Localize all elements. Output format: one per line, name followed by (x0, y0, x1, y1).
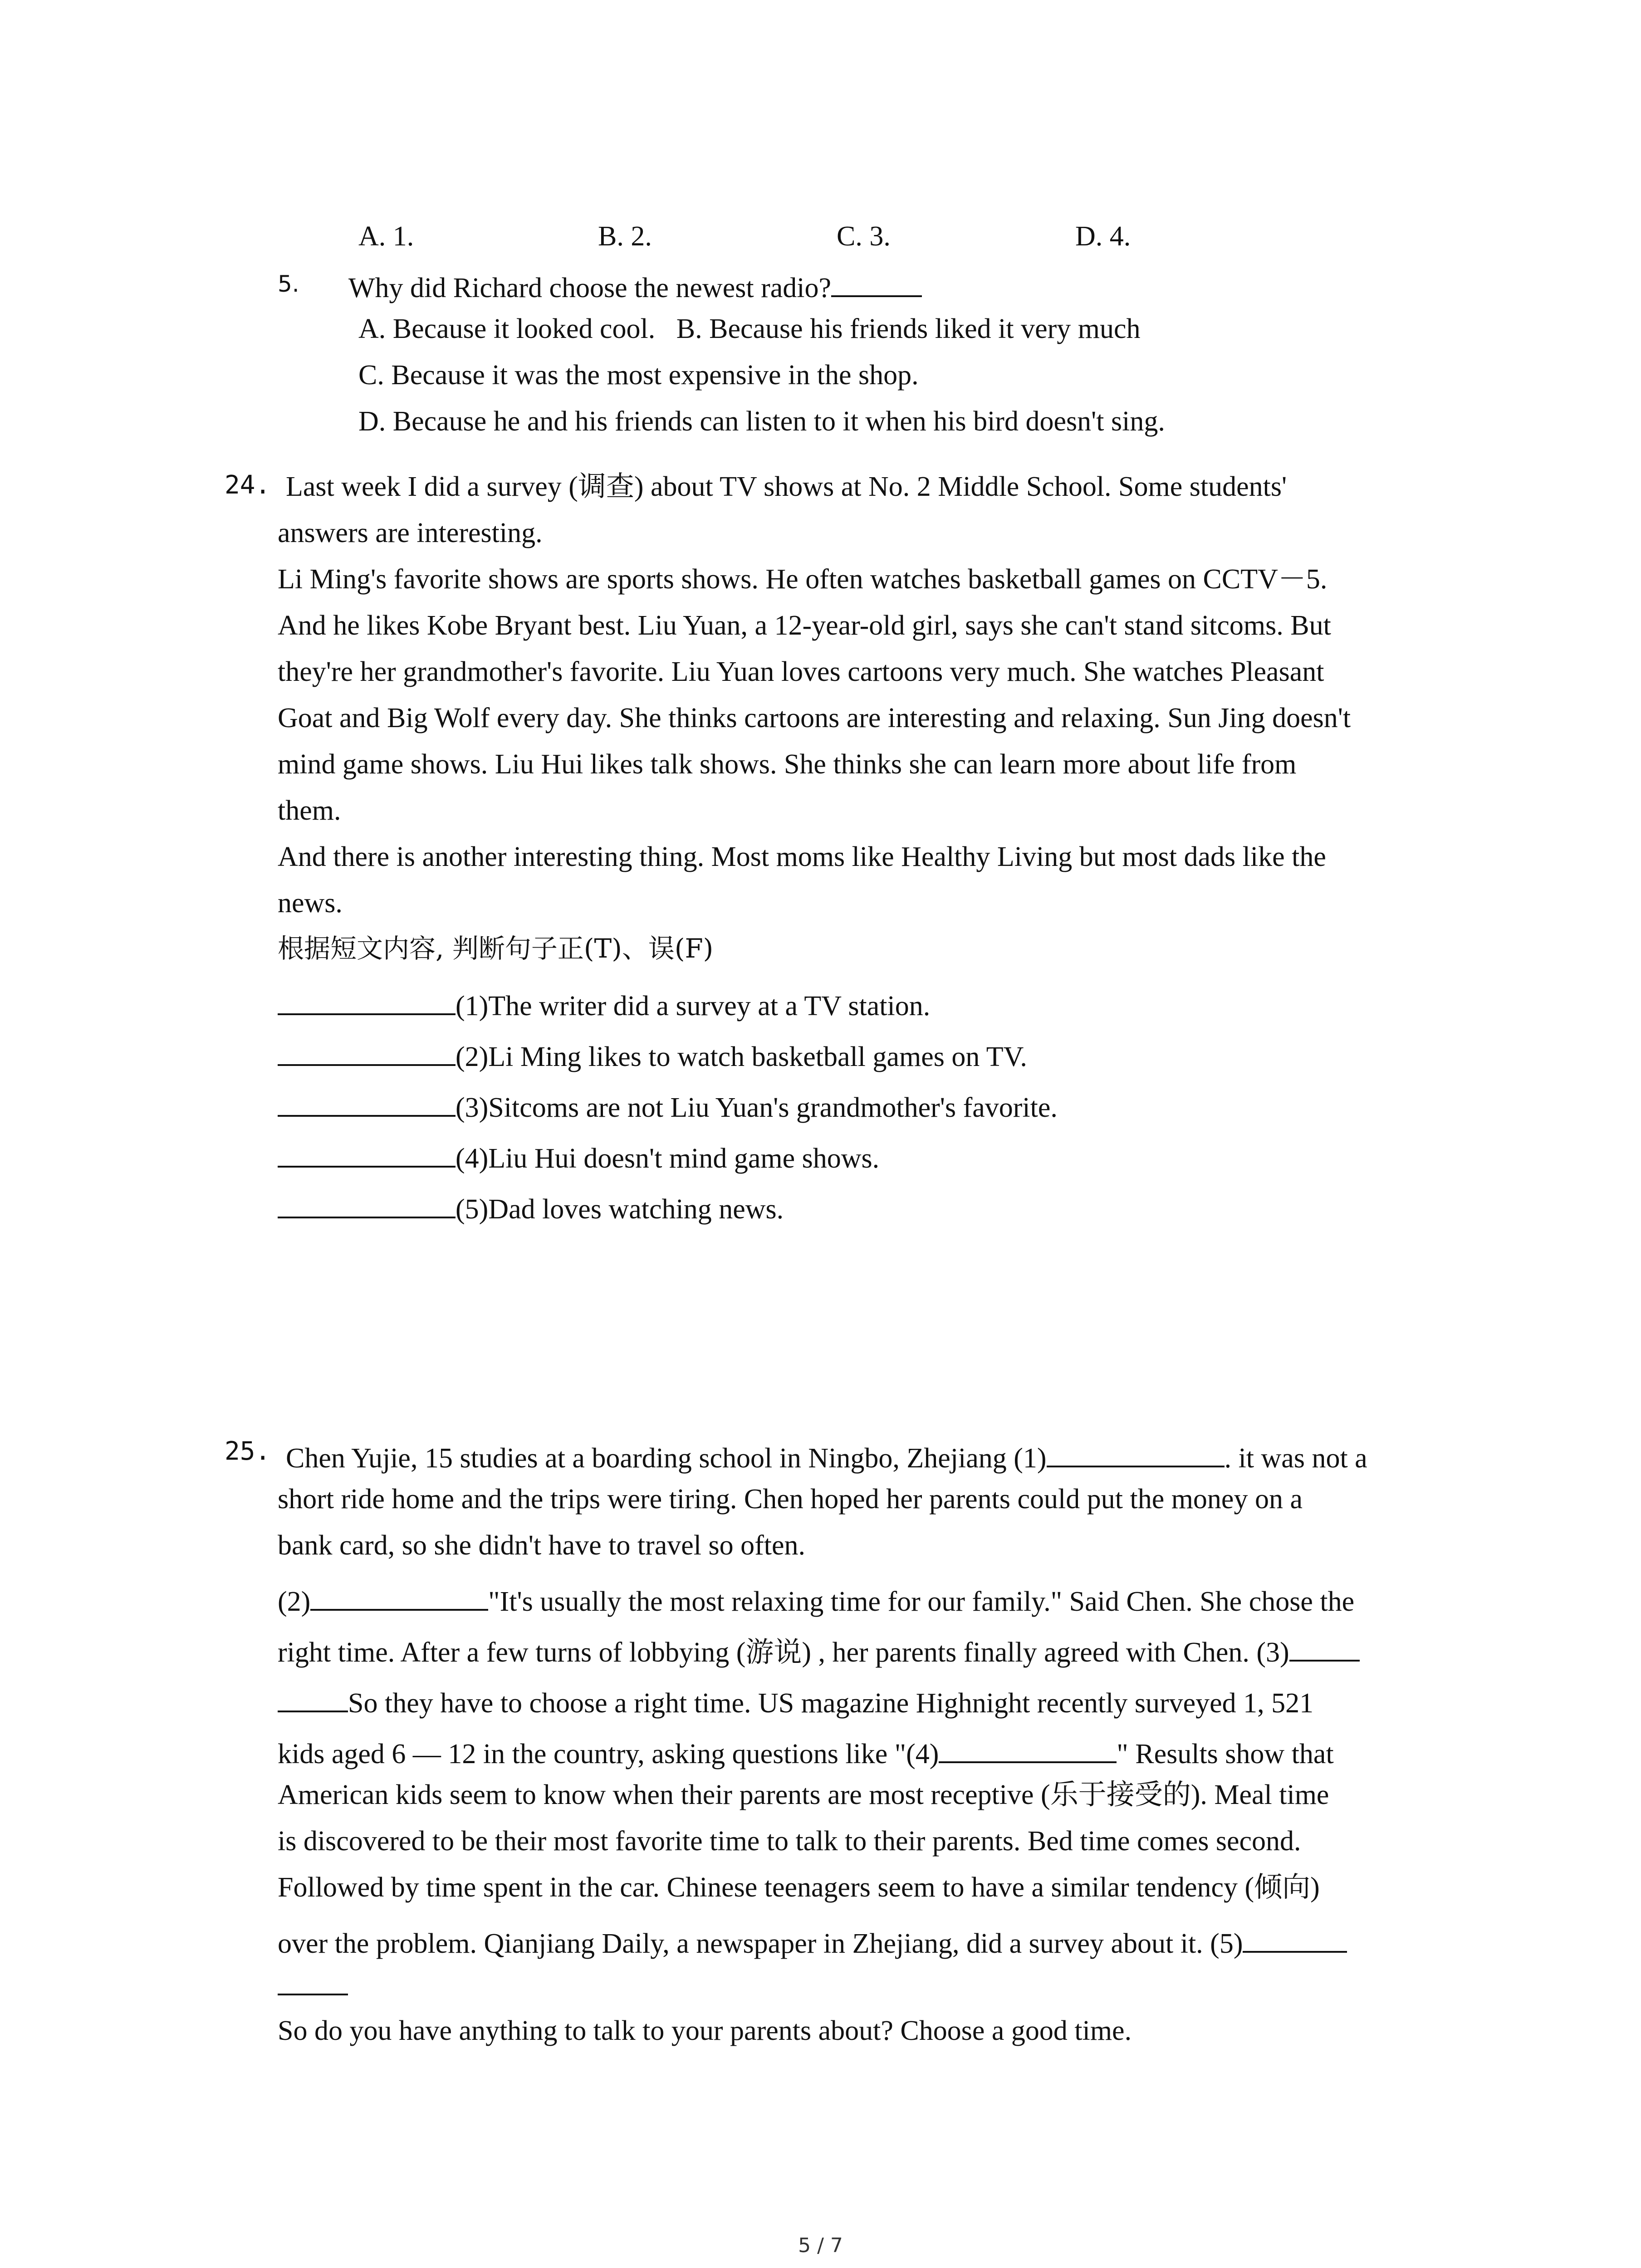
passage-line (278, 1633, 1360, 1667)
statement-row (278, 1139, 879, 1173)
passage-line: news. (278, 888, 343, 919)
passage-text: (2) (278, 1586, 311, 1617)
passage-line (278, 1967, 348, 2000)
statement-text: (4)Liu Hui doesn't mind game shows. (456, 1143, 880, 1174)
passage-line: And he likes Kobe Bryant best. Liu Yuan, a 12-year-old girl, says she can't stand sitcoms. But (278, 610, 1331, 641)
passage-line: So do you have anything to talk to your parents about? Choose a good time. (278, 2015, 1132, 2046)
answer-blank[interactable] (278, 1088, 456, 1117)
passage-line: Li Ming's favorite shows are sports shows. He often watches basketball games on CCTV－5. (278, 564, 1327, 595)
option-a: A. Because it looked cool. (358, 313, 656, 344)
passage-text: right time. After a few turns of lobbying (游说) , her parents finally agreed with Chen. (3) (278, 1637, 1289, 1668)
option-c: C. Because it was the most expensive in the shop. (358, 360, 919, 391)
passage-text: " Results show that (1117, 1738, 1334, 1769)
answer-blank[interactable] (1289, 1633, 1360, 1662)
option-b: B. 2. (598, 221, 652, 252)
answer-blank[interactable] (278, 1684, 348, 1712)
page-number: 5 / 7 (798, 2234, 843, 2257)
passage-text: Chen Yujie, 15 studies at a boarding school in Ningbo, Zhejiang (1) (286, 1442, 1047, 1474)
passage-line: short ride home and the trips were tiring. Chen hoped her parents could put the money on a (278, 1484, 1303, 1515)
q5-options-ab (358, 315, 1141, 343)
statement-text: (5)Dad loves watching news. (456, 1193, 784, 1225)
statement-text: (2)Li Ming likes to watch basketball games on TV. (456, 1041, 1027, 1072)
option-a: A. 1. (358, 221, 414, 252)
passage-line (278, 1924, 1347, 1958)
answer-blank[interactable] (278, 1037, 456, 1066)
answer-blank[interactable] (1243, 1924, 1347, 1953)
passage-line: Last week I did a survey (调查) about TV shows at No. 2 Middle School. Some students' (286, 471, 1287, 502)
passage-line (278, 1735, 1334, 1768)
question-5 (278, 269, 299, 297)
answer-blank[interactable] (831, 269, 922, 297)
answer-blank[interactable] (278, 987, 456, 1015)
passage-text: So they have to choose a right time. US magazine Highnight recently surveyed 1, 521 (348, 1687, 1314, 1719)
passage-line: mind game shows. Liu Hui likes talk shows. She thinks she can learn more about life from (278, 749, 1297, 780)
question-number: 24. (225, 470, 271, 500)
statement-row (278, 1088, 1058, 1122)
passage-line: Followed by time spent in the car. Chinese teenagers seem to have a similar tendency (倾向) (278, 1872, 1320, 1903)
option-b: B. Because his friends liked it very much (676, 313, 1141, 344)
passage-line: bank card, so she didn't have to travel so often. (278, 1530, 806, 1561)
passage-line (286, 1439, 1367, 1472)
answer-blank[interactable] (278, 1190, 456, 1218)
option-d: D. Because he and his friends can listen to it when his bird doesn't sing. (358, 406, 1165, 437)
option-d: D. 4. (1075, 221, 1131, 252)
question-number: 5. (278, 271, 299, 297)
passage-line (278, 1684, 1313, 1717)
passage-line: them. (278, 795, 341, 826)
passage-line: is discovered to be their most favorite time to talk to their parents. Bed time comes second. (278, 1826, 1301, 1857)
passage-text: over the problem. Qianjiang Daily, a newspaper in Zhejiang, did a survey about it. (5) (278, 1928, 1243, 1959)
answer-blank[interactable] (310, 1582, 488, 1611)
question-5-text (348, 269, 922, 302)
passage-text: . it was not a (1224, 1442, 1367, 1474)
passage-line (278, 1582, 1354, 1616)
instruction: 根据短文内容, 判断句子正(T)、误(F) (278, 933, 714, 964)
passage-text: "It's usually the most relaxing time for our family." Said Chen. She chose the (488, 1586, 1355, 1617)
passage-line: they're her grandmother's favorite. Liu Yuan loves cartoons very much. She watches Pleasant (278, 656, 1324, 687)
passage-line: Goat and Big Wolf every day. She thinks cartoons are interesting and relaxing. Sun Jing doesn't (278, 703, 1351, 733)
passage-text: kids aged 6 — 12 in the country, asking questions like "(4) (278, 1738, 939, 1769)
passage-line: And there is another interesting thing. Most moms like Healthy Living but most dads like the (278, 841, 1326, 872)
question-text: Why did Richard choose the newest radio? (348, 272, 831, 303)
statement-row (278, 1037, 1027, 1071)
statement-text: (1)The writer did a survey at a TV station. (456, 990, 931, 1022)
statement-row (278, 1190, 784, 1223)
answer-blank[interactable] (939, 1735, 1117, 1763)
passage-line: American kids seem to know when their parents are most receptive (乐于接受的). Meal time (278, 1779, 1329, 1810)
statement-row (278, 987, 930, 1020)
option-c: C. 3. (837, 221, 891, 252)
answer-blank[interactable] (278, 1139, 456, 1168)
passage-line: answers are interesting. (278, 518, 543, 548)
answer-blank[interactable] (1047, 1439, 1225, 1467)
answer-blank[interactable] (278, 1967, 348, 1995)
question-number: 25. (225, 1437, 271, 1466)
statement-text: (3)Sitcoms are not Liu Yuan's grandmother's favorite. (456, 1092, 1058, 1123)
